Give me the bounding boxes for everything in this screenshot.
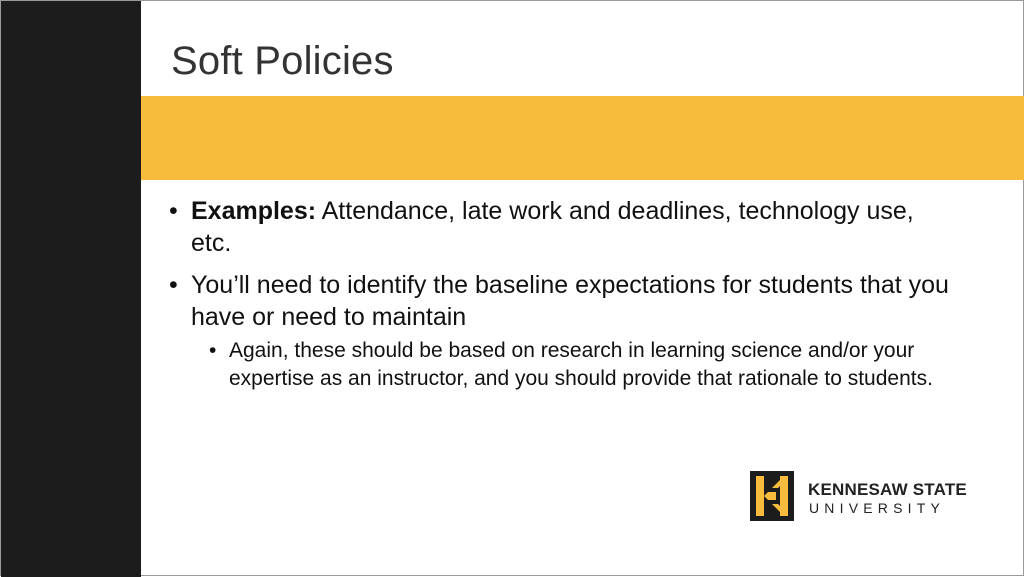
bullet-label: Examples: (191, 197, 317, 225)
bullet-text: You’ll need to identify the baseline expectations for students that you have or need to maintain (191, 271, 949, 331)
logo-line-1: KENNESAW STATE (808, 480, 967, 499)
bullet-baseline (169, 269, 959, 333)
bullet-text: Attendance, late work and deadlines, technology use, etc. (191, 197, 914, 257)
sub-bullet-dot: • (209, 339, 217, 362)
ksu-logo-mark-icon (746, 468, 798, 524)
gold-header-band (1, 96, 1024, 180)
ksu-logo (746, 468, 986, 528)
logo-line-2: UNIVERSITY (809, 500, 946, 516)
sub-bullet-text: Again, these should be based on research in learning science and/or your expertise as an instructor, and you should provide that rationale to students. (229, 339, 933, 390)
bullet-examples (169, 195, 959, 259)
bullet-dot: • (169, 271, 178, 299)
slide-body (169, 195, 959, 393)
left-dark-bar (1, 1, 141, 577)
slide-title: Soft Policies (171, 39, 394, 83)
sub-bullet-research (169, 337, 959, 393)
bullet-dot: • (169, 197, 178, 225)
